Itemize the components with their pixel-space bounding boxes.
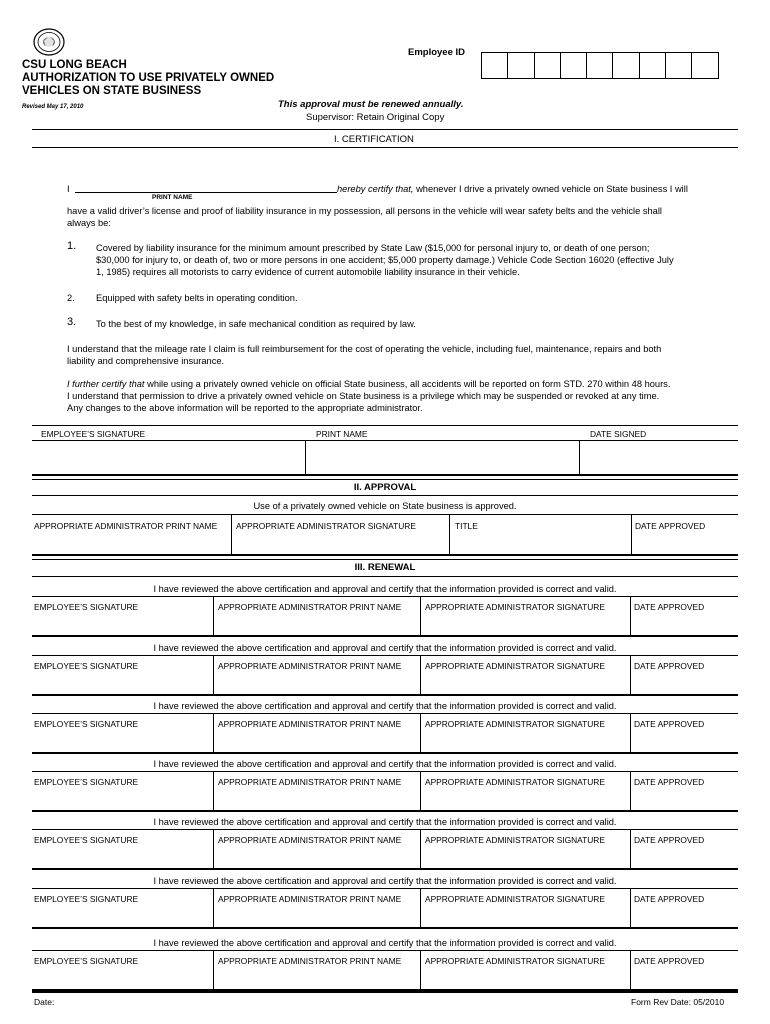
employee-id-digit-box[interactable] <box>691 52 718 79</box>
renewal-admin-signature-label: APPROPRIATE ADMINISTRATOR SIGNATURE <box>425 835 605 845</box>
further-rest: while using a privately owned vehicle on official State business, all accidents will be reported on form STD. 270 within 48 hours. <box>144 379 671 389</box>
renewal-admin-signature-field[interactable] <box>421 731 629 752</box>
divider <box>32 479 738 480</box>
renewal-admin-signature-field[interactable] <box>421 847 629 868</box>
renewal-admin-signature-field[interactable] <box>421 968 629 989</box>
supervisor-note: Supervisor: Retain Original Copy <box>306 112 445 123</box>
renewal-date-label: DATE APPROVED <box>634 661 705 671</box>
renewal-date-label: DATE APPROVED <box>634 835 705 845</box>
employee-id-digit-box[interactable] <box>586 52 613 79</box>
item-2-number: 2. <box>67 293 75 303</box>
item-1-number: 1. <box>67 240 77 252</box>
form-title <box>22 59 274 98</box>
renewal-admin-signature-field[interactable] <box>421 673 629 694</box>
renewal-employee-signature-label: EMPLOYEE’S SIGNATURE <box>34 956 139 966</box>
renewal-admin-signature-field[interactable] <box>421 789 629 810</box>
employee-id-digit-box[interactable] <box>560 52 587 79</box>
approval-statement: Use of a privately owned vehicle on State business is approved. <box>253 501 517 511</box>
divider <box>32 559 738 560</box>
renewal-admin-print-name-label: APPROPRIATE ADMINISTRATOR PRINT NAME <box>218 661 402 671</box>
date-signed-label: DATE SIGNED <box>590 429 647 439</box>
hereby-italic: hereby certify that, <box>337 184 414 194</box>
item-1-line: Covered by liability insurance for the minimum amount prescribed by State Law ($15,000 for personal injury to, or death of one person; <box>96 243 650 253</box>
renewal-date-field[interactable] <box>631 789 738 810</box>
renewal-employee-signature-field[interactable] <box>33 968 212 989</box>
renewal-employee-signature-field[interactable] <box>33 906 212 927</box>
employee-id-digit-box[interactable] <box>639 52 666 79</box>
renewal-date-field[interactable] <box>631 614 738 635</box>
university-seal-icon <box>33 28 65 56</box>
divider <box>32 655 738 656</box>
divider <box>32 829 738 830</box>
further-italic: I further certify that <box>67 379 145 389</box>
employee-id-label: Employee ID <box>408 47 466 58</box>
item-3-number: 3. <box>67 316 77 328</box>
employee-id-digit-box[interactable] <box>534 52 561 79</box>
title-line-3: VEHICLES ON STATE BUSINESS <box>22 85 202 97</box>
intro-line-2: have a valid driver’s license and proof of liability insurance in my possession, all persons in the vehicle will wear safety belts and the vehicle shall <box>67 206 662 216</box>
mileage-line-2: liability and comprehensive insurance. <box>67 356 225 366</box>
print-name-field[interactable] <box>306 441 578 474</box>
divider <box>32 514 738 515</box>
divider <box>32 147 738 148</box>
print-name-caption: PRINT NAME <box>152 194 193 201</box>
divider <box>32 868 738 870</box>
approval-admin-signature-label: APPROPRIATE ADMINISTRATOR SIGNATURE <box>236 521 416 531</box>
renewal-employee-signature-field[interactable] <box>33 847 212 868</box>
further-certify <box>67 378 670 390</box>
divider <box>32 752 738 754</box>
renewal-statement: I have reviewed the above certification and approval and certify that the information provided is correct and valid. <box>153 643 617 653</box>
divider <box>32 596 738 597</box>
divider <box>32 713 738 714</box>
renewal-heading: III. RENEWAL <box>354 562 416 573</box>
approval-date-field[interactable] <box>632 532 738 554</box>
approval-admin-print-name-label: APPROPRIATE ADMINISTRATOR PRINT NAME <box>34 521 218 531</box>
item-2: Equipped with safety belts in operating condition. <box>96 293 298 303</box>
approval-title-label: TITLE <box>455 521 478 531</box>
renewal-employee-signature-field[interactable] <box>33 673 212 694</box>
intro-line-3: always be: <box>67 218 111 228</box>
renewal-date-field[interactable] <box>631 731 738 752</box>
renewal-statement: I have reviewed the above certification and approval and certify that the information provided is correct and valid. <box>153 938 617 948</box>
divider <box>32 771 738 772</box>
renewal-admin-signature-label: APPROPRIATE ADMINISTRATOR SIGNATURE <box>425 719 605 729</box>
certify-print-name-field[interactable] <box>75 192 337 193</box>
intro-rest: whenever I drive a privately owned vehicle on State business I will <box>413 184 688 194</box>
approval-title-field[interactable] <box>450 532 630 554</box>
renewal-date-label: DATE APPROVED <box>634 719 705 729</box>
renewal-employee-signature-field[interactable] <box>33 731 212 752</box>
employee-signature-label: EMPLOYEE’S SIGNATURE <box>41 429 146 439</box>
renewal-admin-print-name-field[interactable] <box>214 673 419 694</box>
employee-id-digit-box[interactable] <box>481 52 508 79</box>
renewal-admin-signature-field[interactable] <box>421 906 629 927</box>
renewal-statement: I have reviewed the above certification and approval and certify that the information provided is correct and valid. <box>153 759 617 769</box>
renewal-admin-signature-field[interactable] <box>421 614 629 635</box>
divider <box>32 474 738 476</box>
footer-divider <box>32 991 738 993</box>
employee-signature-field[interactable] <box>33 441 304 474</box>
renewal-statement: I have reviewed the above certification and approval and certify that the information provided is correct and valid. <box>153 876 617 886</box>
renewal-date-field[interactable] <box>631 906 738 927</box>
renewal-admin-print-name-label: APPROPRIATE ADMINISTRATOR PRINT NAME <box>218 956 402 966</box>
employee-id-digit-box[interactable] <box>507 52 534 79</box>
renewal-admin-print-name-field[interactable] <box>214 731 419 752</box>
renewal-admin-signature-label: APPROPRIATE ADMINISTRATOR SIGNATURE <box>425 956 605 966</box>
renewal-admin-print-name-field[interactable] <box>214 906 419 927</box>
divider <box>32 810 738 812</box>
revised-date: Revised May 17, 2010 <box>22 104 84 110</box>
renewal-admin-print-name-field[interactable] <box>214 789 419 810</box>
changes-statement: Any changes to the above information will be reported to the appropriate administrator. <box>67 403 423 413</box>
divider <box>32 888 738 889</box>
date-signed-field[interactable] <box>580 441 738 474</box>
approval-date-label: DATE APPROVED <box>635 521 706 531</box>
renewal-admin-print-name-field[interactable] <box>214 847 419 868</box>
form-revision-date: Form Rev Date: 05/2010 <box>631 997 725 1007</box>
approval-admin-print-name-field[interactable] <box>33 532 230 554</box>
renewal-date-field[interactable] <box>631 673 738 694</box>
renewal-admin-signature-label: APPROPRIATE ADMINISTRATOR SIGNATURE <box>425 777 605 787</box>
renewal-admin-print-name-label: APPROPRIATE ADMINISTRATOR PRINT NAME <box>218 777 402 787</box>
item-1-line: 1, 1985) requires all motorists to carry evidence of current automobile liability insurance in their vehicle. <box>96 267 520 277</box>
employee-id-digit-box[interactable] <box>665 52 692 79</box>
renewal-employee-signature-label: EMPLOYEE’S SIGNATURE <box>34 835 139 845</box>
renewal-date-label: DATE APPROVED <box>634 894 705 904</box>
mileage-line-1: I understand that the mileage rate I claim is full reimbursement for the cost of operating the vehicle, including fuel, maintenance, repairs and both <box>67 344 662 354</box>
divider <box>32 425 738 426</box>
item-1-line: $30,000 for injury to, or death of, two or more persons in one accident; $5,000 property damage.) Vehicle Code Section 16020 (effective July <box>96 255 674 265</box>
renewal-admin-signature-label: APPROPRIATE ADMINISTRATOR SIGNATURE <box>425 894 605 904</box>
renewal-employee-signature-label: EMPLOYEE’S SIGNATURE <box>34 894 139 904</box>
footer-date-label: Date: <box>34 997 55 1007</box>
renewal-date-label: DATE APPROVED <box>634 602 705 612</box>
renewal-admin-signature-label: APPROPRIATE ADMINISTRATOR SIGNATURE <box>425 661 605 671</box>
divider <box>32 694 738 696</box>
employee-id-digit-box[interactable] <box>612 52 639 79</box>
renewal-employee-signature-label: EMPLOYEE’S SIGNATURE <box>34 719 139 729</box>
renewal-statement: I have reviewed the above certification and approval and certify that the information provided is correct and valid. <box>153 701 617 711</box>
renewal-date-label: DATE APPROVED <box>634 956 705 966</box>
renewal-employee-signature-label: EMPLOYEE’S SIGNATURE <box>34 777 139 787</box>
divider <box>32 554 738 556</box>
renewal-note: This approval must be renewed annually. <box>278 99 464 110</box>
approval-heading: II. APPROVAL <box>353 482 417 493</box>
divider <box>32 635 738 637</box>
renewal-employee-signature-field[interactable] <box>33 614 212 635</box>
renewal-admin-print-name-field[interactable] <box>214 614 419 635</box>
renewal-admin-print-name-label: APPROPRIATE ADMINISTRATOR PRINT NAME <box>218 835 402 845</box>
renewal-date-field[interactable] <box>631 847 738 868</box>
employee-id-boxes <box>482 52 719 79</box>
renewal-admin-print-name-label: APPROPRIATE ADMINISTRATOR PRINT NAME <box>218 894 402 904</box>
certify-intro <box>337 183 688 195</box>
renewal-employee-signature-label: EMPLOYEE’S SIGNATURE <box>34 661 139 671</box>
title-line-2: AUTHORIZATION TO USE PRIVATELY OWNED <box>22 72 275 84</box>
certification-heading: I. CERTIFICATION <box>334 134 414 145</box>
certification-i: I <box>67 184 70 194</box>
renewal-admin-print-name-field[interactable] <box>214 968 419 989</box>
renewal-statement: I have reviewed the above certification and approval and certify that the information provided is correct and valid. <box>153 817 617 827</box>
item-1 <box>96 242 674 278</box>
renewal-admin-signature-label: APPROPRIATE ADMINISTRATOR SIGNATURE <box>425 602 605 612</box>
divider <box>32 129 738 130</box>
org-name: CSU LONG BEACH <box>22 59 127 71</box>
divider <box>32 950 738 951</box>
divider <box>32 495 738 496</box>
print-name-label: PRINT NAME <box>316 429 368 439</box>
renewal-admin-print-name-label: APPROPRIATE ADMINISTRATOR PRINT NAME <box>218 719 402 729</box>
divider <box>32 576 738 577</box>
renewal-date-field[interactable] <box>631 968 738 989</box>
renewal-statement: I have reviewed the above certification and approval and certify that the information provided is correct and valid. <box>153 584 617 594</box>
privilege-statement: I understand that permission to drive a privately owned vehicle on State business is a privilege which may be suspended or revoked at any time. <box>67 391 660 401</box>
divider <box>32 927 738 929</box>
item-3: To the best of my knowledge, in safe mechanical condition as required by law. <box>96 319 416 329</box>
renewal-date-label: DATE APPROVED <box>634 777 705 787</box>
approval-admin-signature-field[interactable] <box>232 532 448 554</box>
renewal-employee-signature-label: EMPLOYEE’S SIGNATURE <box>34 602 139 612</box>
renewal-admin-print-name-label: APPROPRIATE ADMINISTRATOR PRINT NAME <box>218 602 402 612</box>
renewal-employee-signature-field[interactable] <box>33 789 212 810</box>
